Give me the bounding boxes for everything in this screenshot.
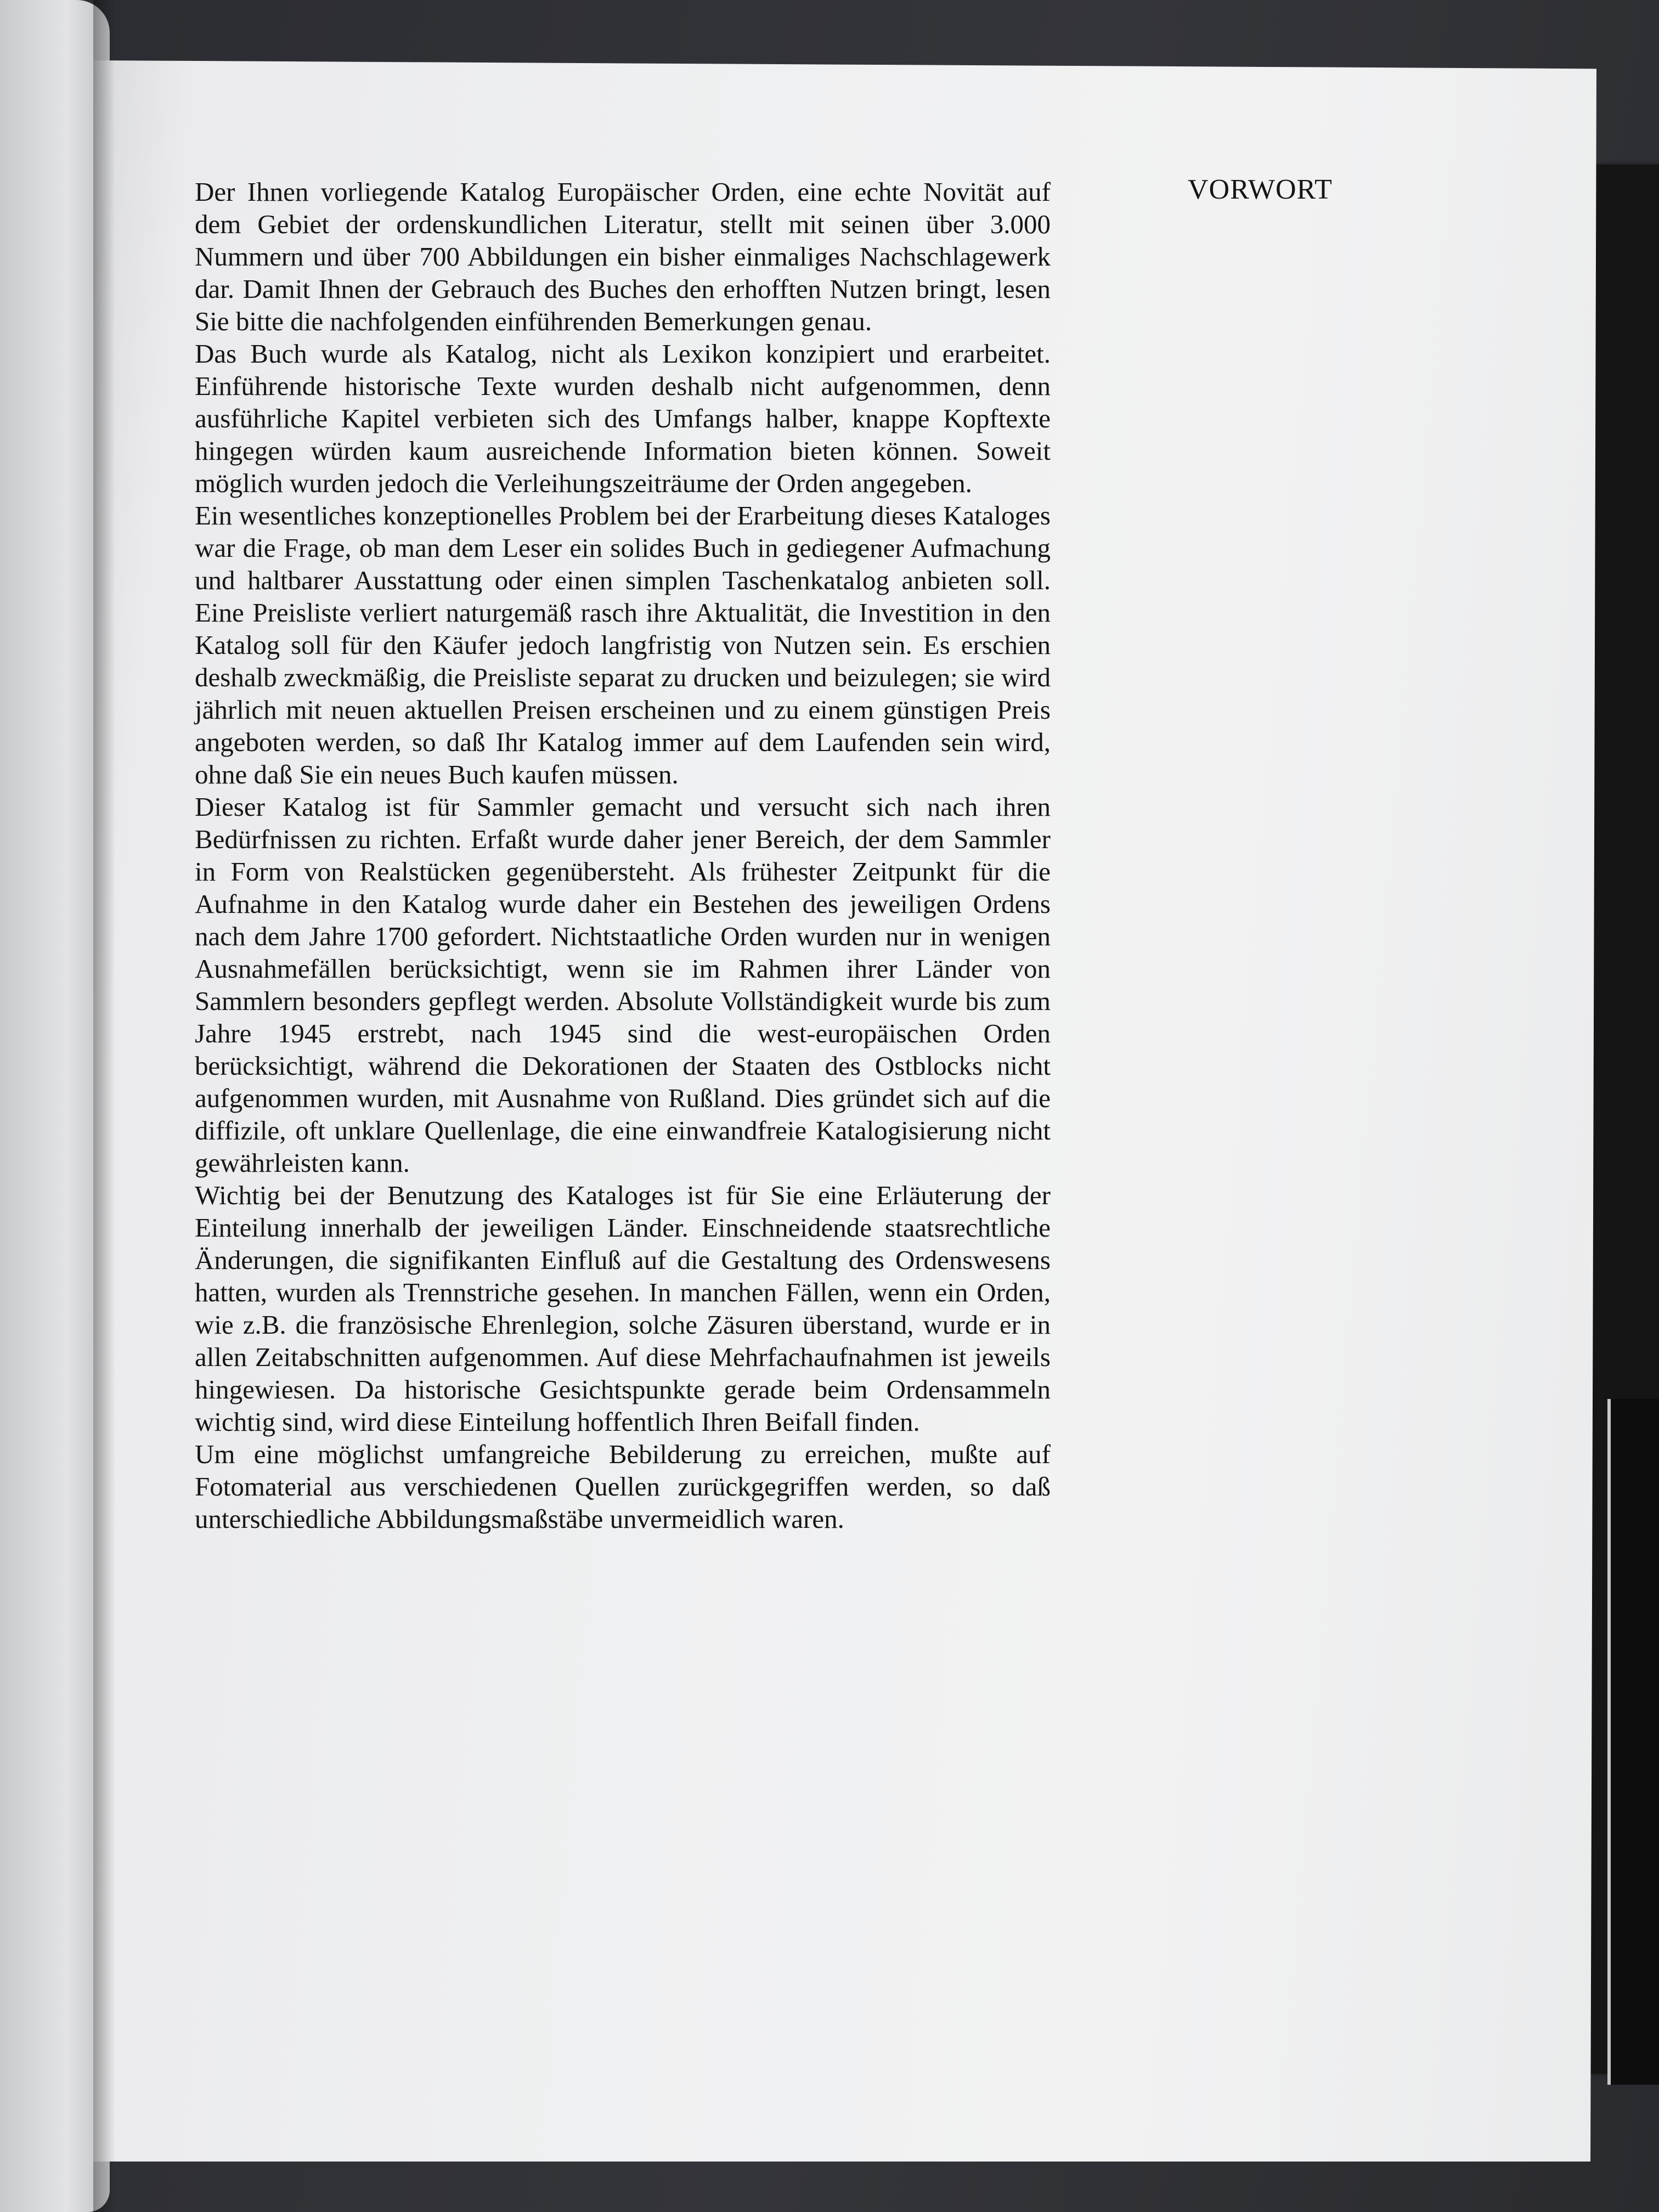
body-text [195, 176, 1051, 1535]
paragraph-2: Das Buch wurde als Katalog, nicht als Lexikon konzipiert und erarbeitet. Einführende historische Texte wurden deshalb nicht aufgenommen, denn ausführliche Kapitel verbieten sich des Umfangs halber, knappe Kopftexte hingegen würden kaum ausreichende Information bieten können. Soweit möglich wurden jedoch die Verleihungszeiträume der Orden angegeben. [195, 338, 1051, 498]
paragraph-3: Ein wesentliches konzeptionelles Problem bei der Erarbeitung dieses Kataloges war die Frage, ob man dem Leser ein solides Buch in gediegener Aufmachung und haltbarer Ausstattung oder einen simplen Taschenkatalog anbieten soll. Eine Preisliste verliert naturgemäß rasch ihre Aktualität, die Investition in den Katalog soll für den Käufer jedoch langfristig von Nutzen sein. Es erschien deshalb zweckmäßig, die Preisliste separat zu drucken und beizulegen; sie wird jährlich mit neuen aktuellen Preisen erscheinen und zu einem günstigen Preis angeboten werden, so daß Ihr Katalog immer auf dem Laufenden sein wird, ohne daß Sie ein neues Buch kaufen müssen. [195, 500, 1051, 789]
paragraph-1: Der Ihnen vorliegende Katalog Europäischer Orden, eine echte Novität auf dem Gebiet der ordenskundlichen Literatur, stellt mit seinen über 3.000 Nummern und über 700 Abbildungen ein bisher einmaliges Nachschlagewerk dar. Damit Ihnen der Gebrauch des Buches den erhofften Nutzen bringt, lesen Sie bitte die nachfolgenden einführenden Bemerkungen genau. [195, 177, 1051, 336]
black-booklet-lower-edge [1607, 1399, 1659, 2085]
paragraph-5: Wichtig bei der Benutzung des Kataloges ist für Sie eine Erläuterung der Einteilung innerhalb der jeweiligen Länder. Einschneidende staatsrechtliche Änderungen, die signifikanten Einfluß auf die Gestaltung des Ordenswesens hatten, wurden als Trennstriche gesehen. In manchen Fällen, wenn ein Orden, wie z.B. die französische Ehrenlegion, solche Zäsuren überstand, wurde er in allen Zeitabschnitten aufgenommen. Auf diese Mehrfachaufnahmen ist jeweils hingewiesen. Da historische Gesichtspunkte gerade beim Ordensammeln wichtig sind, wird diese Einteilung hoffentlich Ihren Beifall finden. [195, 1180, 1051, 1437]
paragraph-4: Dieser Katalog ist für Sammler gemacht und versucht sich nach ihren Bedürfnissen zu richten. Erfaßt wurde daher jener Bereich, der dem Sammler in Form von Realstücken gegenübersteht. Als frühester Zeitpunkt für die Aufnahme in den Katalog wurde daher ein Bestehen des jeweiligen Ordens nach dem Jahre 1700 gefordert. Nichtstaatliche Orden wurden nur in wenigen Ausnahmefällen berücksichtigt, wenn sie im Rahmen ihrer Länder von Sammlern besonders gepflegt werden. Absolute Vollständigkeit wurde bis zum Jahre 1945 erstrebt, nach 1945 sind die west-europäischen Orden berücksichtigt, während die Dekorationen der Staaten des Ostblocks nicht aufgenommen wurden, mit Ausnahme von Rußland. Dies gründet sich auf die diffizile, oft unklare Quellenlage, die eine einwandfreie Katalogisierung nicht gewährleisten kann. [195, 792, 1051, 1178]
page-gutter-shadow [93, 0, 115, 2212]
paragraph-6: Um eine möglichst umfangreiche Bebilderung zu erreichen, mußte auf Fotomaterial aus verschiedenen Quellen zurückgegriffen werden, so daß unterschiedliche Abbildungsmaßstäbe unvermeidlich waren. [195, 1439, 1051, 1534]
page-heading: VORWORT [1188, 174, 1333, 205]
